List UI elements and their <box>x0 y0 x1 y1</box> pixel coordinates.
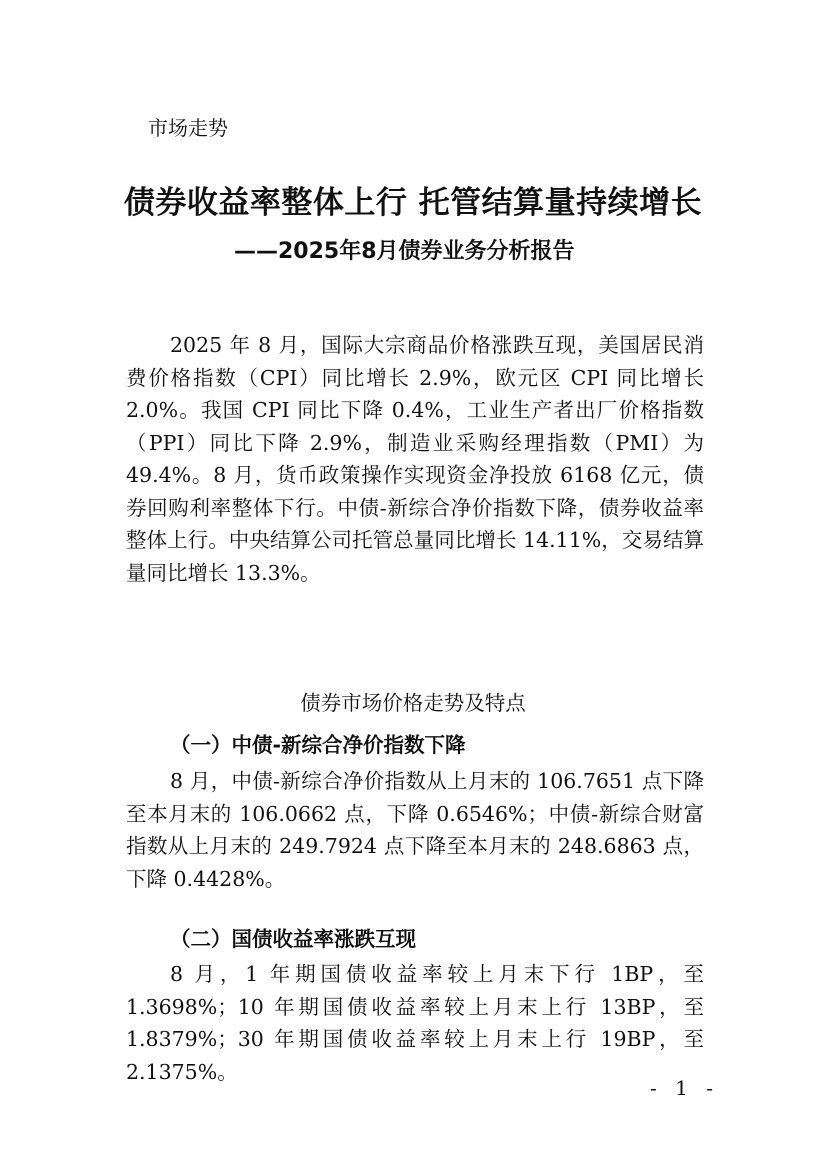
intro-paragraph: 2025 年 8 月，国际大宗商品价格涨跌互现，美国居民消费价格指数（CPI）同比增长 2.9%，欧元区 CPI 同比增长 2.0%。我国 CPI 同比下降 0.4%，工业生产者出厂价格指数（PPI）同比下降 2.9%，制造业采购经理指数（PMI）为 49.4%。8 月，货币政策操作实现资金净投放 6168 亿元，债券回购利率整体下行。中债-新综合净价指数下降，债券收益率整体上行。中央结算公司托管总量同比增长 14.11%，交易结算量同比增长 13.3%。 <box>126 333 704 585</box>
subsection-heading-2: （二）国债收益率涨跌互现 <box>170 927 416 951</box>
category-label: 市场走势 <box>148 116 228 140</box>
report-title: 债券收益率整体上行 托管结算量持续增长 <box>123 185 703 221</box>
subsection-heading-1: （一）中债-新综合净价指数下降 <box>170 733 466 757</box>
subsection-paragraph-2: 8 月，1 年期国债收益率较上月末下行 1BP，至 1.3698%；10 年期国债收益率较上月末上行 13BP，至 1.8379%；30 年期国债收益率较上月末上行 19BP，至 2.1375%。 <box>126 962 704 1084</box>
subsection-paragraph-1: 8 月，中债-新综合净价指数从上月末的 106.7651 点下降至本月末的 106.0662 点，下降 0.6546%；中债-新综合财富指数从上月末的 249.7924 点下降至本月末的 248.6863 点，下降 0.4428%。 <box>126 769 704 891</box>
page-number: - 1 - <box>650 1076 719 1100</box>
report-subtitle: ——2025年8月债券业务分析报告 <box>234 239 575 264</box>
section-heading: 债券市场价格走势及特点 <box>300 691 526 715</box>
